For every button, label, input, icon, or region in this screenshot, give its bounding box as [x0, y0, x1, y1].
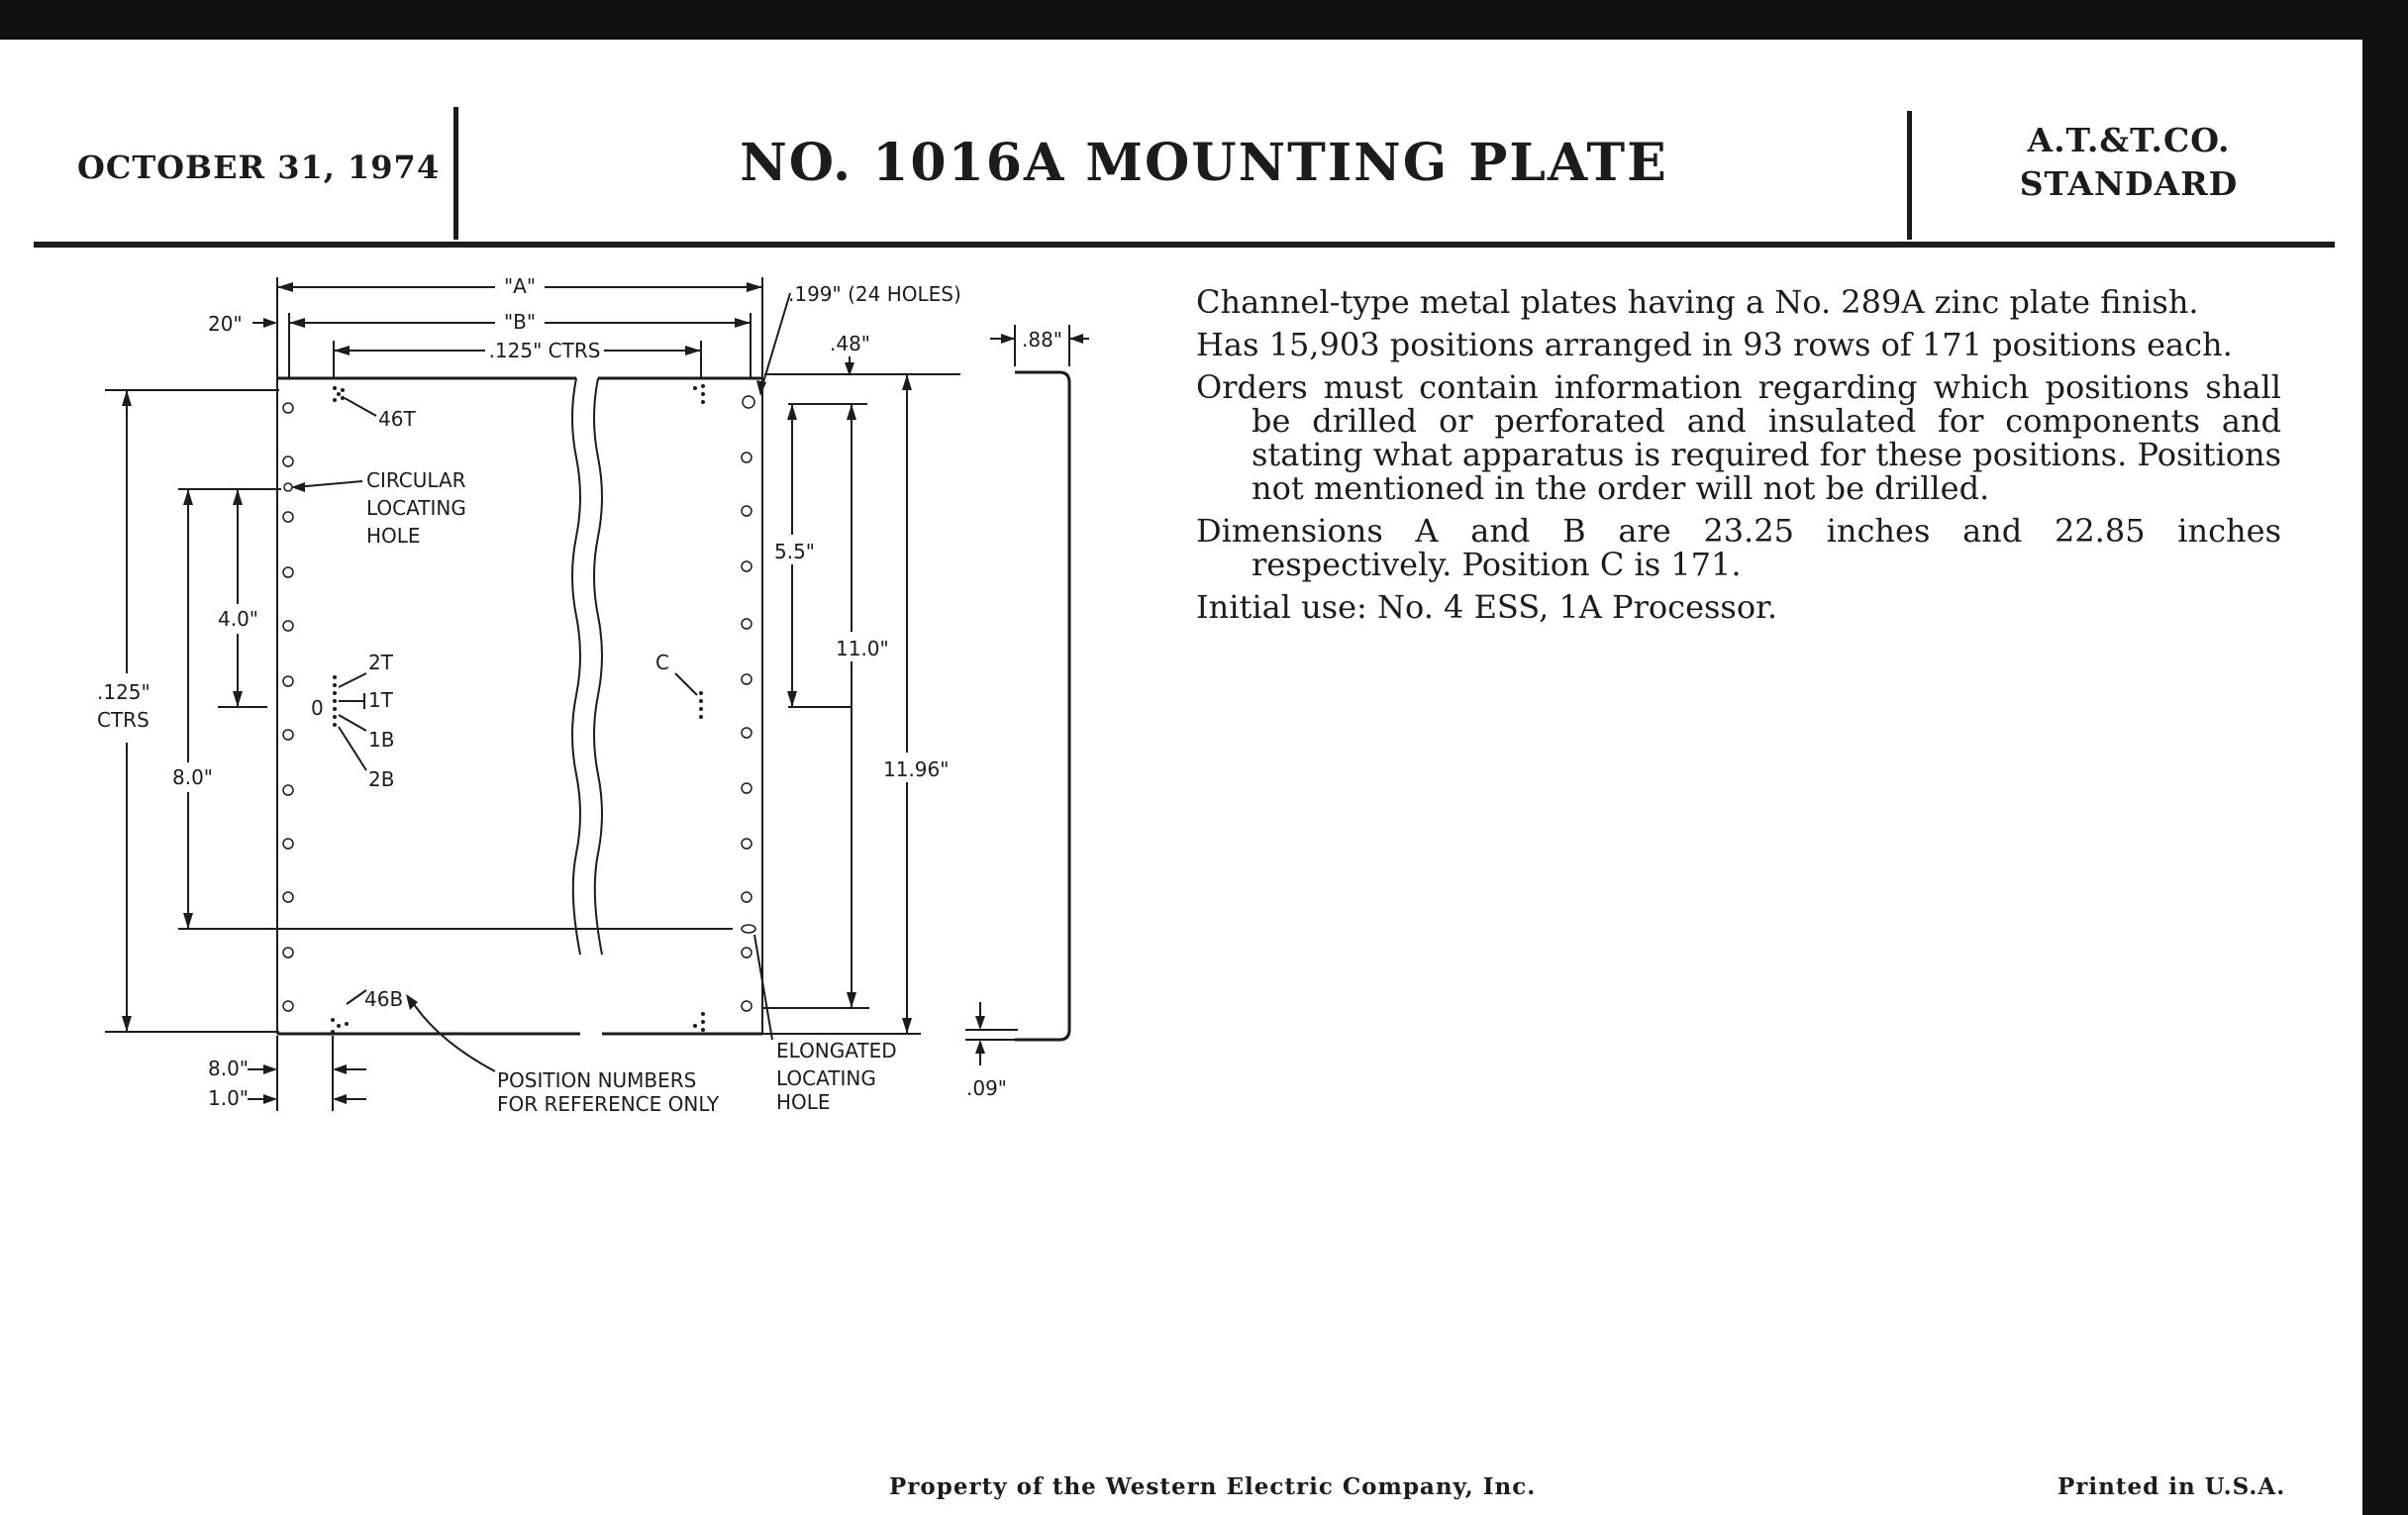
dim-125-left-label-2: CTRS	[97, 708, 150, 732]
dim-09-label: .09"	[966, 1076, 1008, 1100]
page-title: NO. 1016A MOUNTING PLATE	[740, 133, 1668, 193]
description-dimensions: Dimensions A and B are 23.25 inches and 22.85 inches respectively. Position C is 171.	[1196, 512, 2281, 583]
dim-10-bottom-label: 1.0"	[208, 1086, 250, 1110]
mounting-plate-drawing	[69, 257, 1218, 1129]
issue-date: OCTOBER 31, 1974	[77, 149, 441, 186]
circular-hole-label-2: LOCATING	[366, 496, 466, 520]
standard-label	[1970, 119, 2287, 206]
pos-46t-label: 46T	[378, 407, 416, 431]
pos-1t-label: 1T	[368, 688, 393, 712]
description-orders: Orders must contain information regarding which positions shall be drilled or perforated and insulated for components and stating what apparatus is required for these positions. Positions not mentioned in the order will not be drilled.	[1196, 368, 2281, 507]
dim-40-label: 4.0"	[218, 607, 259, 631]
description	[1196, 285, 2281, 633]
header-rule	[34, 242, 2335, 248]
dim-80-left-label: 8.0"	[172, 765, 214, 789]
dim-125-ctrs-top-label: .125" CTRS	[488, 339, 601, 362]
pos-1b-label: 1B	[368, 728, 395, 752]
position-numbers-label-1: POSITION NUMBERS	[497, 1068, 697, 1092]
footer-property: Property of the Western Electric Company, Inc.	[889, 1473, 1537, 1500]
header-divider-right	[1907, 111, 1912, 240]
position-numbers-label-2: FOR REFERENCE ONLY	[497, 1092, 720, 1116]
dim-48-label: .48"	[830, 332, 871, 355]
pos-c-label: C	[655, 651, 669, 674]
standard-line-2: STANDARD	[2019, 164, 2239, 203]
scan-top-border	[0, 0, 2408, 40]
description-positions: Has 15,903 positions arranged in 93 rows of 171 positions each.	[1196, 326, 2233, 363]
footer-printed: Printed in U.S.A.	[2057, 1473, 2286, 1500]
dim-55-label: 5.5"	[774, 540, 816, 563]
circular-hole-label-1: CIRCULAR	[366, 468, 466, 492]
pos-46b-label: 46B	[364, 987, 404, 1011]
standard-line-1: A.T.&T.CO.	[2027, 121, 2231, 159]
elongated-hole-label-3: HOLE	[776, 1090, 831, 1114]
pos-2b-label: 2B	[368, 767, 395, 791]
description-initial-use: Initial use: No. 4 ESS, 1A Processor.	[1196, 588, 1778, 626]
dim-b-label: "B"	[503, 310, 537, 334]
elongated-hole-label-1: ELONGATED	[776, 1039, 897, 1062]
scan-right-border	[2362, 40, 2408, 1515]
dim-125-left-label-1: .125"	[97, 680, 150, 704]
description-finish: Channel-type metal plates having a No. 289A zinc plate finish.	[1196, 283, 2199, 321]
dim-a-label: "A"	[503, 274, 537, 298]
holes-note-label: .199" (24 HOLES)	[788, 282, 961, 306]
elongated-hole-label-2: LOCATING	[776, 1066, 876, 1090]
circular-hole-label-3: HOLE	[366, 524, 421, 548]
dim-80-bottom-label: 8.0"	[208, 1057, 250, 1080]
dim-88-label: .88"	[1022, 328, 1063, 352]
dim-20-label: 20"	[208, 312, 243, 336]
dim-110-label: 11.0"	[836, 637, 889, 660]
pos-2t-label: 2T	[368, 651, 393, 674]
dim-1196-label: 11.96"	[883, 758, 950, 781]
pos-0-label: 0	[311, 696, 324, 720]
